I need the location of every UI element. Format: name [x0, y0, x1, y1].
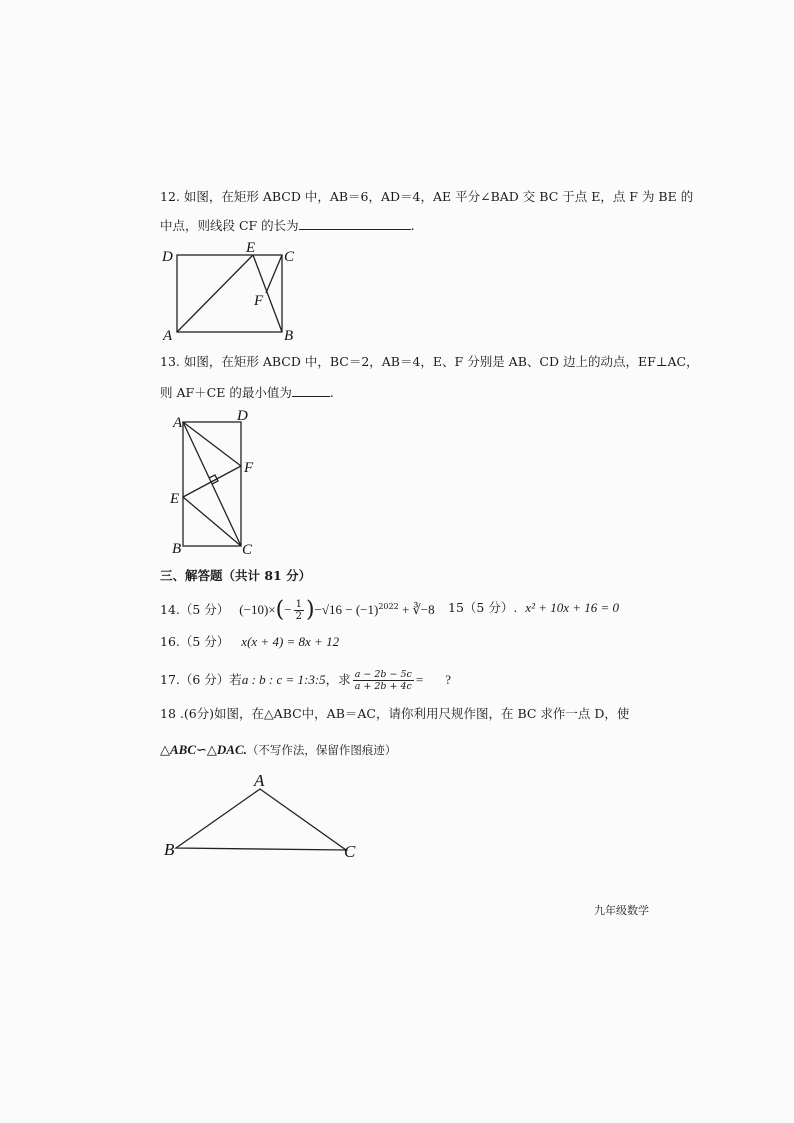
q16-label: 16.（5 分） [160, 634, 230, 649]
q12-line1: 12. 如图，在矩形 ABCD 中，AB＝6，AD＝4，AE 平分∠BAD 交 BC 于点 E，点 F 为 BE 的 [160, 189, 694, 204]
q12-segment-ae [177, 255, 253, 332]
q18-line2 [160, 742, 396, 758]
q17-line [160, 668, 451, 692]
q13-line2 [160, 384, 334, 401]
q18-label-a: A [254, 771, 265, 790]
q14-paren-close: ) [305, 597, 315, 623]
q18-similarity: △ABC∽△DAC. [160, 742, 247, 757]
q15-line [448, 600, 619, 616]
q13-segment-af [183, 422, 241, 466]
q15-equation: x² + 10x + 16 = 0 [525, 600, 620, 615]
q13-figure [165, 405, 265, 558]
q14-paren-open: ( [275, 597, 285, 623]
footer-subject: 九年级数学 [594, 904, 649, 917]
q14-line [160, 596, 435, 622]
q13-segment-ec [183, 497, 241, 546]
q12-line2-text: 中点，则线段 CF 的长为 [160, 218, 299, 233]
q13-label-a: A [173, 415, 183, 431]
q13-label-d: D [237, 408, 248, 424]
q13-label-f: F [244, 460, 254, 476]
q18-triangle [176, 789, 346, 850]
q12-label-c: C [284, 249, 295, 265]
q14-part3: + ∛−8 [398, 602, 435, 618]
q18-note: （不写作法，保留作图痕迹） [246, 743, 397, 757]
q12-answer-blank [299, 217, 411, 230]
q16-line [160, 634, 339, 650]
q12-figure [160, 240, 295, 344]
q17-question-mark: ? [445, 672, 451, 687]
q12-label-f: F [254, 293, 264, 309]
q17-ask: ，求 [325, 672, 351, 687]
q14-exponent: 2022 [378, 602, 399, 611]
q18-label-c: C [344, 842, 356, 861]
q17-frac-den: a + 2b + 4c [354, 681, 412, 692]
q13-line2-text: 则 AF＋CE 的最小值为 [160, 385, 292, 400]
q12-rectangle [177, 255, 282, 332]
q12-label-a: A [163, 328, 173, 344]
q13-line1: 13. 如图，在矩形 ABCD 中，BC＝2，AB＝4，E、F 分别是 AB、CD 边上的动点，EF⊥AC， [160, 354, 699, 369]
q14-part2: −√16 − (−1) [314, 602, 379, 618]
q13-line2-end: . [329, 385, 334, 400]
q16-equation: x(x + 4) = 8x + 12 [241, 634, 340, 649]
q17-label: 17.（6 分）若 [160, 672, 242, 687]
q13-label-c: C [242, 542, 253, 558]
q17-fraction [353, 669, 414, 692]
q12-label-d: D [162, 249, 173, 265]
q17-frac-num: a − 2b − 5c [354, 669, 412, 680]
q13-label-e: E [170, 491, 180, 507]
q13-answer-blank [292, 384, 330, 397]
q14-neg: − [284, 602, 292, 618]
section-3-title: 三、解答题（共计 81 分） [160, 568, 312, 583]
q17-ratio: a : b : c = 1:3:5 [241, 672, 326, 687]
q18-label-b: B [164, 840, 175, 859]
q14-frac-num: 1 [295, 599, 302, 611]
q12-label-b: B [284, 328, 294, 344]
q12-line2 [160, 217, 415, 234]
q14-part1: (−10)× [239, 602, 276, 618]
q14-frac-den: 2 [295, 611, 302, 623]
q18-line1: 18 .(6分)如图，在△ABC中，AB＝AC，请你利用尺规作图，在 BC 求作一点 D，使 [160, 706, 630, 721]
q17-equals: = [415, 672, 424, 687]
q13-label-b: B [172, 541, 182, 557]
q12-label-e: E [246, 240, 256, 256]
q14-fraction [294, 599, 304, 622]
q13-segment-ef [183, 466, 241, 497]
q14-label: 14.（5 分） [160, 602, 230, 618]
q15-label: 15（5 分）. [448, 600, 518, 615]
q12-segment-cf [266, 255, 282, 293]
q12-line2-end: . [410, 218, 415, 233]
q18-figure [163, 770, 363, 860]
